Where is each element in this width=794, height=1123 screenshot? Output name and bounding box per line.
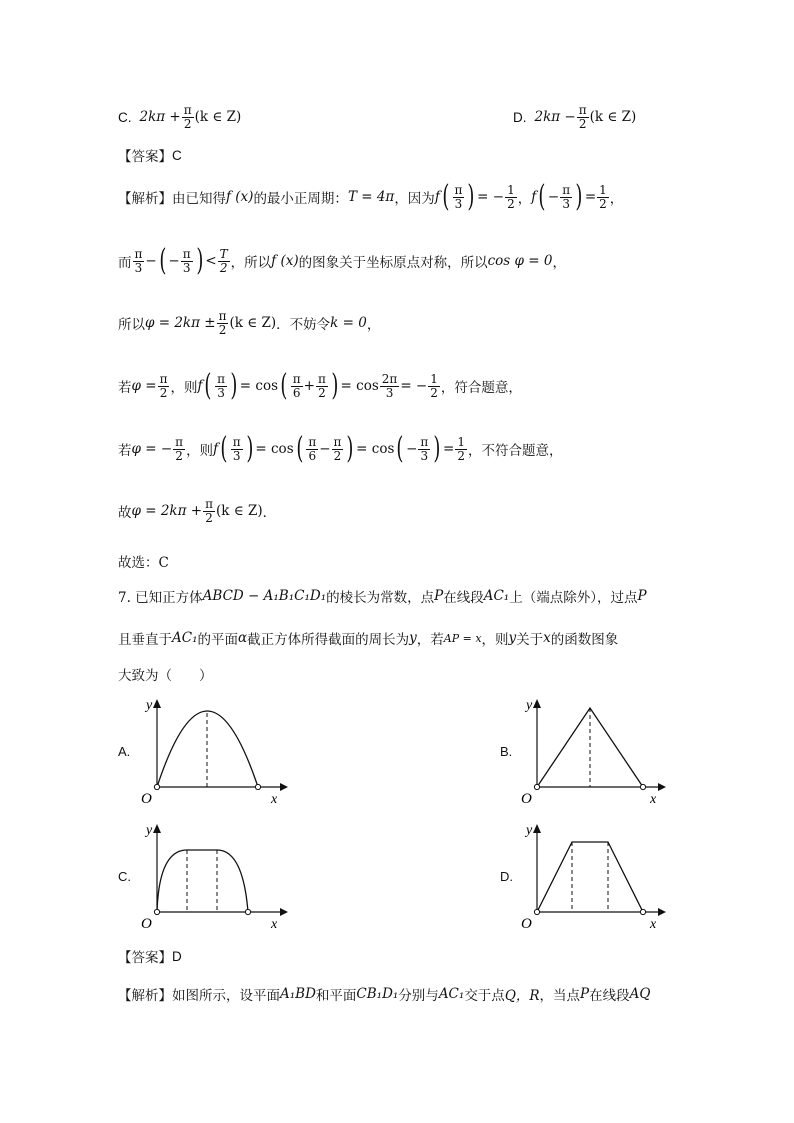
- text: 分别与: [398, 988, 439, 1004]
- text: 由已知得: [172, 191, 226, 207]
- math: AC₁: [438, 986, 465, 1002]
- option-d: [513, 104, 636, 130]
- graph-b: [520, 695, 670, 814]
- fraction: $\frac{\pi}{3}$: [217, 371, 226, 400]
- math: (k ∈ Z): [215, 503, 263, 520]
- q7-line-2: [118, 628, 618, 648]
- fraction: $\frac{\pi}{2}$: [317, 371, 326, 400]
- math: P: [580, 986, 590, 1002]
- fraction: $\frac{\pi}{2}$: [333, 434, 342, 463]
- text: ，: [366, 317, 381, 334]
- text: ，: [517, 191, 532, 207]
- text: 的函数图象: [550, 632, 619, 648]
- analysis-line-3: [118, 310, 380, 336]
- fraction: $\frac{T}{2}$: [219, 246, 228, 275]
- graph-d: [520, 820, 670, 939]
- fraction: $\frac{\pi}{3}$: [562, 182, 571, 211]
- math: f (x): [271, 253, 299, 269]
- math: 2kπ −: [534, 109, 576, 126]
- text: 关于: [516, 632, 544, 648]
- fraction: $\frac{\pi}{3}$: [134, 246, 143, 275]
- answer-tag: 【答案】: [118, 950, 172, 966]
- text: ．: [262, 505, 277, 522]
- math: (k ∈ Z): [194, 109, 242, 126]
- math: AQ: [629, 986, 651, 1002]
- origin-label: O: [141, 916, 152, 932]
- text: ，则: [170, 380, 198, 396]
- text: 故选：C: [118, 555, 169, 571]
- text: 故: [118, 505, 132, 522]
- fraction: $\frac{\pi}{3}$: [420, 434, 429, 463]
- math: φ = 2kπ +: [131, 503, 203, 520]
- answer-value: C: [172, 147, 182, 163]
- origin-label: O: [141, 791, 152, 807]
- analysis-tag: 【解析】: [118, 988, 172, 1004]
- fraction: $\frac{\pi}{2}$: [175, 434, 184, 463]
- text: 和平面: [315, 988, 357, 1004]
- math: f (x): [226, 189, 254, 205]
- math: cos: [356, 378, 379, 394]
- fraction: $\frac{\pi}{2}$: [218, 309, 227, 337]
- math: =: [239, 378, 252, 394]
- text: 所以: [118, 317, 145, 334]
- math: f: [531, 189, 537, 205]
- text: 截正方体所得截面的周长为: [247, 632, 410, 648]
- text: 的图象关于坐标原点对称，所以: [298, 255, 488, 271]
- math: Q，R: [504, 988, 540, 1004]
- math: (k ∈ Z): [589, 109, 637, 126]
- origin-label: O: [521, 791, 532, 807]
- fraction: $\frac{1}{2}$: [599, 182, 607, 211]
- axis-y-label: y: [526, 823, 533, 838]
- fraction: $\frac{\pi}{3}$: [232, 434, 241, 463]
- math: φ = 2kπ ±: [145, 315, 216, 332]
- math: CB₁D₁: [356, 986, 399, 1002]
- axis-x-label: x: [650, 792, 657, 807]
- math: A₁BD: [280, 986, 316, 1002]
- math: α: [238, 630, 248, 646]
- text: ，不符合题意，: [467, 443, 563, 459]
- text: ，若: [416, 632, 444, 648]
- graph-label-b: B.: [500, 744, 513, 759]
- text: 的棱长为常数，点: [326, 590, 435, 606]
- graph-label-c: C.: [118, 869, 131, 884]
- math: cos: [271, 441, 294, 457]
- math: T = 4π: [347, 189, 395, 205]
- fraction: $\frac{2\pi}{3}$: [381, 371, 398, 400]
- math: AP = x: [443, 631, 482, 645]
- text: 大致为（ ）: [118, 668, 213, 684]
- math: ABCD − A₁B₁C₁D₁: [202, 588, 327, 604]
- math: = −: [400, 378, 428, 394]
- analysis-line-1: 【解析】 由已知得 f (x) 的最小正周期： T = 4π ，因为 f ( $\frac{\pi}{3}$ ) = − $\frac{1}{2}$ ， f ( − $\frac{\pi}{3}$ ) = $\frac{1}{2}$ ，: [118, 179, 624, 214]
- math: =: [584, 189, 597, 205]
- text: ，: [609, 191, 624, 207]
- graph-label-a: A.: [118, 744, 131, 759]
- choose-line: [118, 551, 169, 571]
- axis-x-label: x: [271, 792, 278, 807]
- math: = −: [477, 189, 505, 205]
- answer-line-6: [118, 145, 182, 165]
- math: =: [340, 378, 352, 394]
- text: 7. 已知正方体: [118, 590, 203, 606]
- fraction: $\frac{\pi}{6}$: [308, 434, 317, 463]
- graph-label-d: D.: [500, 869, 513, 884]
- graph-c: [140, 820, 290, 939]
- text: ．不妨令: [276, 317, 331, 334]
- math: cos: [371, 441, 395, 457]
- math: P: [637, 588, 647, 604]
- math: φ = −: [131, 441, 173, 457]
- text: ，: [552, 255, 566, 271]
- text: ，则: [186, 443, 214, 459]
- text: 且垂直于: [118, 632, 172, 648]
- fraction: $\frac{\pi}{2}$: [205, 497, 213, 525]
- math: f: [197, 378, 203, 394]
- text: ，因为: [394, 191, 435, 207]
- math: k = 0: [330, 315, 367, 332]
- answer-tag: 【答案】: [118, 149, 172, 165]
- analysis-line-4: 若 φ = $\frac{\pi}{2}$ ，则 f ( $\frac{\pi}{3}$ ) = cos ( $\frac{\pi}{6}$ + $\frac{\pi}{2}$ ) = cos $\frac{2\pi}{3}$ = − $\frac{1}{2}$ ，符合题意，: [118, 368, 522, 403]
- fraction: $\frac{\pi}{2}$: [183, 103, 192, 131]
- text: 的最小正周期：: [253, 191, 348, 207]
- axis-x-label: x: [650, 917, 657, 932]
- origin-label: O: [521, 916, 532, 932]
- fraction: $\frac{\pi}{3}$: [454, 182, 463, 211]
- math: cos φ = 0: [487, 253, 553, 269]
- math: y: [508, 630, 517, 646]
- fraction: $\frac{1}{2}$: [430, 371, 438, 400]
- text: 若: [118, 380, 132, 396]
- axis-x-label: x: [271, 917, 278, 932]
- text: ，当点: [539, 988, 581, 1004]
- option-c: [118, 104, 241, 130]
- q7-line-3: [118, 664, 213, 684]
- math: cos: [255, 378, 279, 394]
- axis-y-label: y: [526, 698, 533, 713]
- math: 2kπ +: [139, 109, 181, 126]
- text: 而: [118, 255, 132, 271]
- answer-value: D: [172, 948, 182, 964]
- fraction: $\frac{\pi}{2}$: [578, 103, 587, 131]
- text: ，符合题意，: [440, 380, 522, 396]
- analysis-line-7: [118, 984, 650, 1004]
- math: AC₁: [172, 630, 198, 646]
- text: 上（端点除外），过点: [509, 590, 638, 606]
- math: f: [434, 189, 440, 205]
- axis-y-label: y: [146, 823, 153, 838]
- math: y: [409, 630, 417, 646]
- fraction: $\frac{\pi}{3}$: [182, 246, 191, 275]
- axis-y-label: y: [146, 698, 153, 713]
- text: 交于点: [464, 988, 505, 1004]
- math: (k ∈ Z): [229, 315, 277, 332]
- text: ，则: [481, 632, 509, 648]
- math: =: [443, 441, 455, 457]
- math: φ =: [131, 378, 157, 394]
- fraction: $\frac{\pi}{6}$: [292, 371, 301, 400]
- answer-line-7: [118, 946, 182, 966]
- analysis-line-5: 若 φ = − $\frac{\pi}{2}$ ，则 f ( $\frac{\pi}{3}$ ) = cos ( $\frac{\pi}{6}$ − $\frac{\pi}{2}$ ) = cos ( − $\frac{\pi}{3}$ ) = $\frac{1}{2}$ ，不符合题意，: [118, 431, 563, 466]
- graph-a: [140, 695, 290, 814]
- text: ，所以: [230, 255, 272, 271]
- math: x: [543, 630, 551, 646]
- text: 的平面: [197, 632, 238, 648]
- text: 在线段: [589, 988, 630, 1004]
- text: 如图所示，设平面: [172, 988, 280, 1004]
- fraction: $\frac{1}{2}$: [457, 434, 465, 463]
- text: 在线段: [443, 590, 484, 606]
- analysis-line-2: 而 $\frac{\pi}{3}$ − ( − $\frac{\pi}{3}$ ) < $\frac{T}{2}$ ，所以 f (x) 的图象关于坐标原点对称，所以 cos φ = 0 ，: [118, 243, 566, 278]
- analysis-tag: 【解析】: [118, 191, 172, 207]
- analysis-line-6: [118, 498, 276, 524]
- math: <: [205, 253, 217, 269]
- math: P: [434, 588, 444, 604]
- math: =: [356, 441, 368, 457]
- math: =: [255, 441, 267, 457]
- text: 若: [118, 443, 132, 459]
- math: −: [145, 253, 157, 269]
- fraction: $\frac{\pi}{2}$: [159, 371, 168, 400]
- math: f: [213, 441, 219, 457]
- option-c-label: C.: [118, 109, 132, 125]
- q7-line-1: [118, 586, 647, 606]
- option-d-label: D.: [513, 109, 527, 125]
- math: AC₁: [483, 588, 510, 604]
- fraction: $\frac{1}{2}$: [507, 182, 515, 211]
